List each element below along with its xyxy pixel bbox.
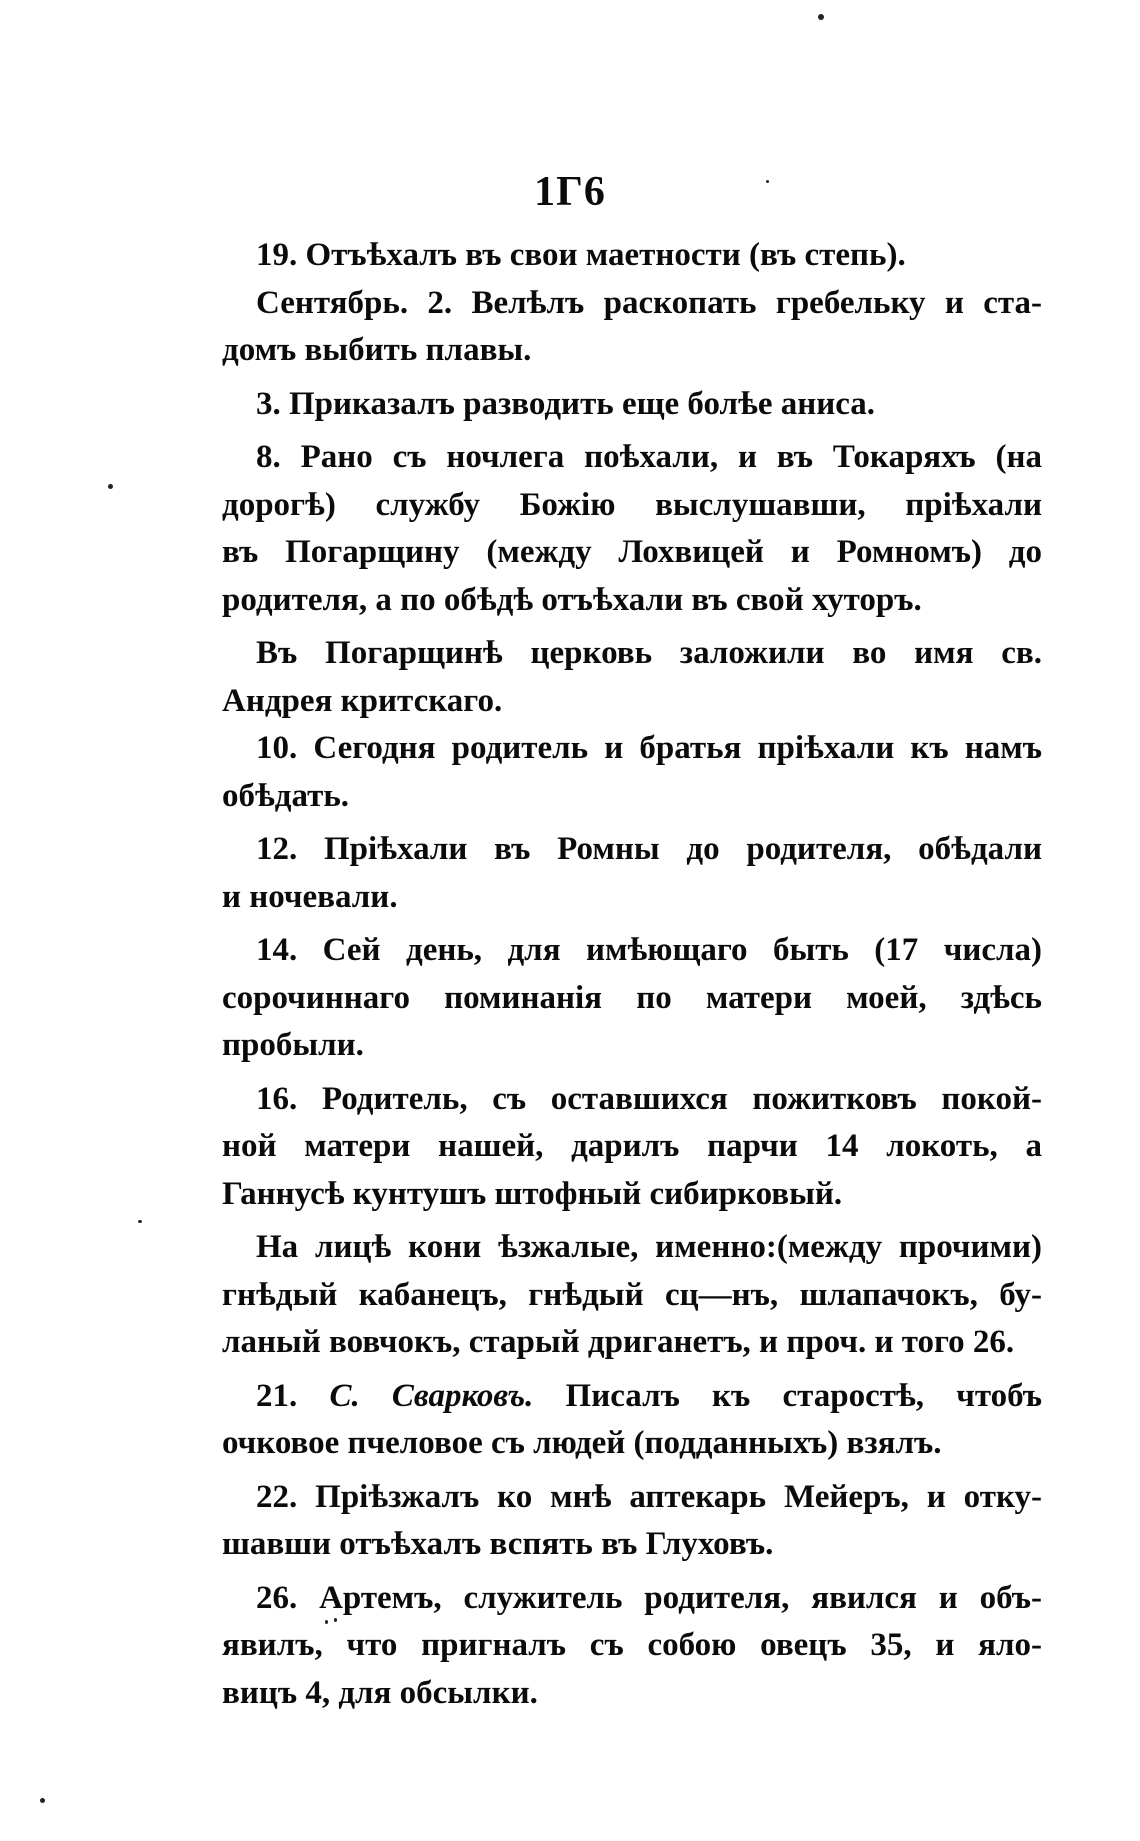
page-number: 1Г6 (534, 169, 606, 215)
text-line: 14. Сей день, для имѣющаго быть (17 числа) (256, 932, 1042, 968)
scan-speck (818, 14, 824, 20)
text-line: обѣдать. (222, 777, 350, 814)
text-line: Сентябрь. 2. Велѣлъ раскопать гребельку и ста- (256, 284, 1042, 321)
diary-text (222, 232, 1042, 1717)
text-line: пробыли. (222, 1027, 364, 1063)
scan-speck (138, 1220, 142, 1223)
text-line: 3. Приказалъ разводить еще болѣе аниса. (256, 385, 876, 422)
text-line: 22. Пріѣзжалъ ко мнѣ аптекарь Мейеръ, и отку- (256, 1478, 1042, 1515)
text-line: явилъ, что пригналъ съ собою овецъ 35, и ялo- (222, 1627, 1042, 1663)
scan-speck (325, 1620, 328, 1624)
text-line: шавши отъѣхалъ вспять въ Глуховъ. (222, 1526, 774, 1562)
text-line: На лицѣ кони ѣзжалые, именно:(между прочими) (256, 1229, 1042, 1265)
text-line: сорочиннаго поминанія по матери моей, здѣсь (222, 979, 1042, 1016)
text-line: 10. Сегодня родитель и братья пріѣхали къ намъ (256, 730, 1042, 766)
text-line: ной матери нашей, дарилъ парчи 14 локоть, а (222, 1128, 1042, 1164)
text-line: гнѣдый кабанецъ, гнѣдый сц—нъ, шлапачокъ, бу- (222, 1276, 1042, 1313)
scan-speck (766, 180, 769, 183)
text-line: вицъ 4, для обсылки. (222, 1674, 538, 1711)
text-line: 26. Артемъ, служитель родителя, явился и объ- (256, 1579, 1042, 1616)
scan-speck (40, 1798, 45, 1803)
scan-speck (108, 484, 113, 489)
text-line: 16. Родитель, съ оставшихся пожитковъ покой- (256, 1080, 1042, 1117)
text-line: и ночевали. (222, 878, 398, 915)
text-line: Андрея критскаго. (222, 682, 503, 719)
text-line: дорогѣ) службу Божію выслушавши, пріѣхали (222, 486, 1042, 523)
text-line: родителя, а по обѣдѣ отъѣхали въ свой хуторъ. (222, 581, 922, 618)
text-line: въ Погарщину (между Лохвицей и Ромномъ) до (222, 534, 1042, 570)
text-line: Въ Погарщинѣ церковь заложили во имя св. (256, 635, 1042, 671)
text-line: ланый вовчокъ, старый дриганетъ, и проч. и того 26. (222, 1324, 1015, 1360)
text-line: Ганнусѣ кунтушъ штофный сибирковый. (222, 1175, 843, 1212)
text-line: очковое пчеловое съ людей (подданныхъ) взялъ. (222, 1425, 942, 1461)
text-line: 8. Рано съ ночлега поѣхали, и въ Токаряхъ (на (256, 439, 1042, 475)
text-line: 19. Отъѣхалъ въ свои маетности (въ степь). (256, 237, 906, 273)
text-line: 21. С. Сварковъ. Писалъ къ старостѣ, чтобъ (256, 1377, 1043, 1414)
scan-speck (334, 1618, 337, 1622)
text-line: домъ выбить плавы. (222, 332, 532, 368)
text-line: 12. Пріѣхали въ Ромны до родителя, обѣдали (256, 831, 1042, 867)
